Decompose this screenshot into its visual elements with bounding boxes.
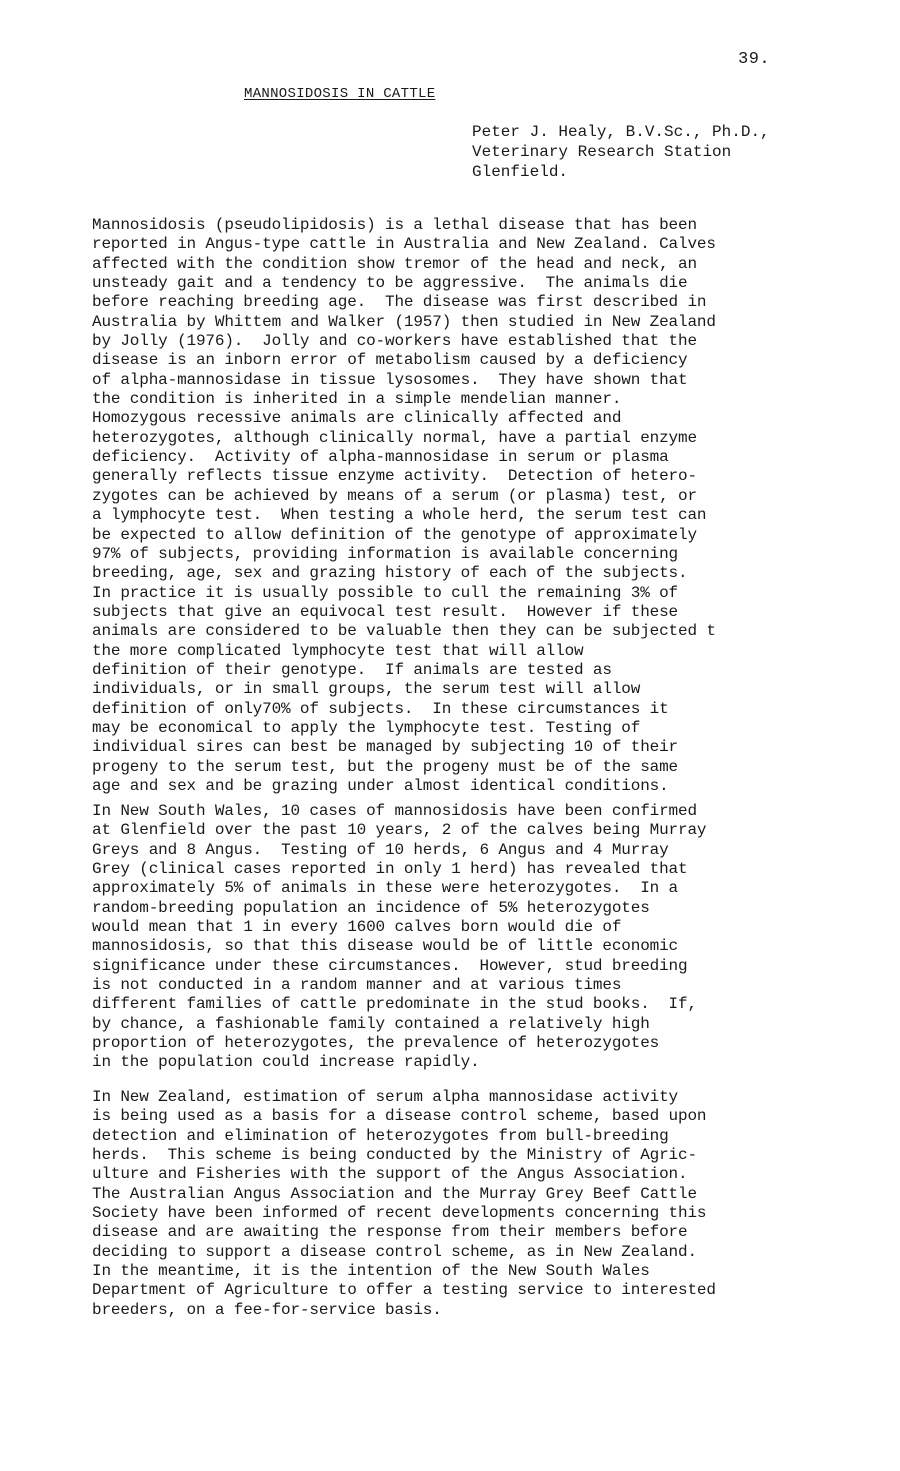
text-line: be expected to allow definition of the genotype of approximately	[92, 525, 697, 544]
text-line: generally reflects tissue enzyme activity. Detection of hetero-	[92, 467, 697, 486]
text-line: random-breeding population an incidence of 5% heterozygotes	[92, 898, 650, 917]
text-line: In the meantime, it is the intention of the New South Wales	[92, 1262, 650, 1281]
text-line: Homozygous recessive animals are clinically affected and	[92, 409, 622, 428]
text-line: In New Zealand, estimation of serum alpha mannosidase activity	[92, 1088, 678, 1106]
document-title: MANNOSIDOSIS IN CATTLE	[244, 86, 436, 102]
text-line: is being used as a basis for a disease control scheme, based upon	[92, 1107, 707, 1126]
text-line: In New South Wales, 10 cases of mannosidosis have been confirmed	[92, 802, 697, 820]
text-line: 97% of subjects, providing information is available concerning	[92, 544, 678, 563]
text-line: heterozygotes, although clinically normal, have a partial enzyme	[92, 428, 697, 447]
paragraph-intro	[92, 216, 716, 796]
text-line: the more complicated lymphocyte test that will allow	[92, 641, 584, 660]
author-institution: Veterinary Research Station	[472, 143, 732, 161]
text-line: subjects that give an equivocal test result. However if these	[92, 602, 678, 621]
text-line: individual sires can best be managed by subjecting 10 of their	[92, 738, 678, 757]
text-line: may be economical to apply the lymphocyte test. Testing of	[92, 718, 641, 737]
text-line: by chance, a fashionable family contained a relatively high	[92, 1014, 650, 1033]
text-line: progeny to the serum test, but the progeny must be of the same	[92, 757, 678, 776]
text-line: detection and elimination of heterozygotes from bull-breeding	[92, 1126, 669, 1145]
text-line: before reaching breeding age. The disease was first described in	[92, 293, 707, 312]
text-line: reported in Angus-type cattle in Australia and New Zealand. Calves	[92, 235, 716, 254]
text-line: In practice it is usually possible to cull the remaining 3% of	[92, 583, 678, 602]
text-line: Grey (clinical cases reported in only 1 herd) has revealed that	[92, 860, 688, 879]
text-line: affected with the condition show tremor of the head and neck, an	[92, 254, 697, 273]
text-line: a lymphocyte test. When testing a whole herd, the serum test can	[92, 506, 707, 525]
author-name: Peter J. Healy, B.V.Sc., Ph.D.,	[472, 123, 770, 141]
text-line: breeding, age, sex and grazing history of each of the subjects.	[92, 564, 688, 583]
paragraph-nsw	[92, 802, 706, 1073]
text-line: definition of only70% of subjects. In these circumstances it	[92, 699, 669, 718]
text-line: mannosidosis, so that this disease would be of little economic	[92, 937, 678, 956]
text-line: of alpha-mannosidase in tissue lysosomes. They have shown that	[92, 370, 688, 389]
text-line: individuals, or in small groups, the serum test will allow	[92, 680, 641, 699]
text-line: Department of Agriculture to offer a testing service to interested	[92, 1281, 716, 1300]
text-line: Greys and 8 Angus. Testing of 10 herds, 6 Angus and 4 Murray	[92, 840, 669, 859]
author-block	[472, 122, 770, 182]
paragraph-new-zealand	[92, 1088, 716, 1320]
text-line: ulture and Fisheries with the support of the Angus Association.	[92, 1165, 688, 1184]
text-line: deficiency. Activity of alpha-mannosidase in serum or plasma	[92, 448, 669, 467]
text-line: breeders, on a fee-for-service basis.	[92, 1300, 442, 1319]
text-line: at Glenfield over the past 10 years, 2 of the calves being Murray	[92, 821, 707, 840]
text-line: different families of cattle predominate in the stud books. If,	[92, 995, 697, 1014]
text-line: would mean that 1 in every 1600 calves born would die of	[92, 918, 622, 937]
text-line: disease and are awaiting the response from their members before	[92, 1223, 688, 1242]
text-line: definition of their genotype. If animals are tested as	[92, 660, 612, 679]
text-line: disease is an inborn error of metabolism caused by a deficiency	[92, 351, 688, 370]
text-line: the condition is inherited in a simple mendelian manner.	[92, 390, 622, 409]
text-line: by Jolly (1976). Jolly and co-workers have established that the	[92, 332, 697, 351]
text-line: significance under these circumstances. However, stud breeding	[92, 956, 688, 975]
text-line: herds. This scheme is being conducted by the Ministry of Agric-	[92, 1146, 697, 1165]
author-location: Glenfield.	[472, 163, 569, 181]
text-line: in the population could increase rapidly.	[92, 1053, 480, 1072]
page-number: 39.	[738, 50, 771, 69]
text-line: zygotes can be achieved by means of a serum (or plasma) test, or	[92, 486, 697, 505]
text-line: unsteady gait and a tendency to be aggressive. The animals die	[92, 274, 688, 293]
text-line: approximately 5% of animals in these were heterozygotes. In a	[92, 879, 678, 898]
text-line: proportion of heterozygotes, the prevalence of heterozygotes	[92, 1034, 660, 1053]
text-line: age and sex and be grazing under almost identical conditions.	[92, 776, 669, 795]
text-line: animals are considered to be valuable then they can be subjected t	[92, 622, 716, 641]
text-line: The Australian Angus Association and the Murray Grey Beef Cattle	[92, 1184, 697, 1203]
text-line: Australia by Whittem and Walker (1957) then studied in New Zealand	[92, 312, 716, 331]
text-line: is not conducted in a random manner and at various times	[92, 976, 622, 995]
text-line: deciding to support a disease control scheme, as in New Zealand.	[92, 1242, 697, 1261]
text-line: Mannosidosis (pseudolipidosis) is a lethal disease that has been	[92, 216, 697, 234]
text-line: Society have been informed of recent developments concerning this	[92, 1204, 707, 1223]
